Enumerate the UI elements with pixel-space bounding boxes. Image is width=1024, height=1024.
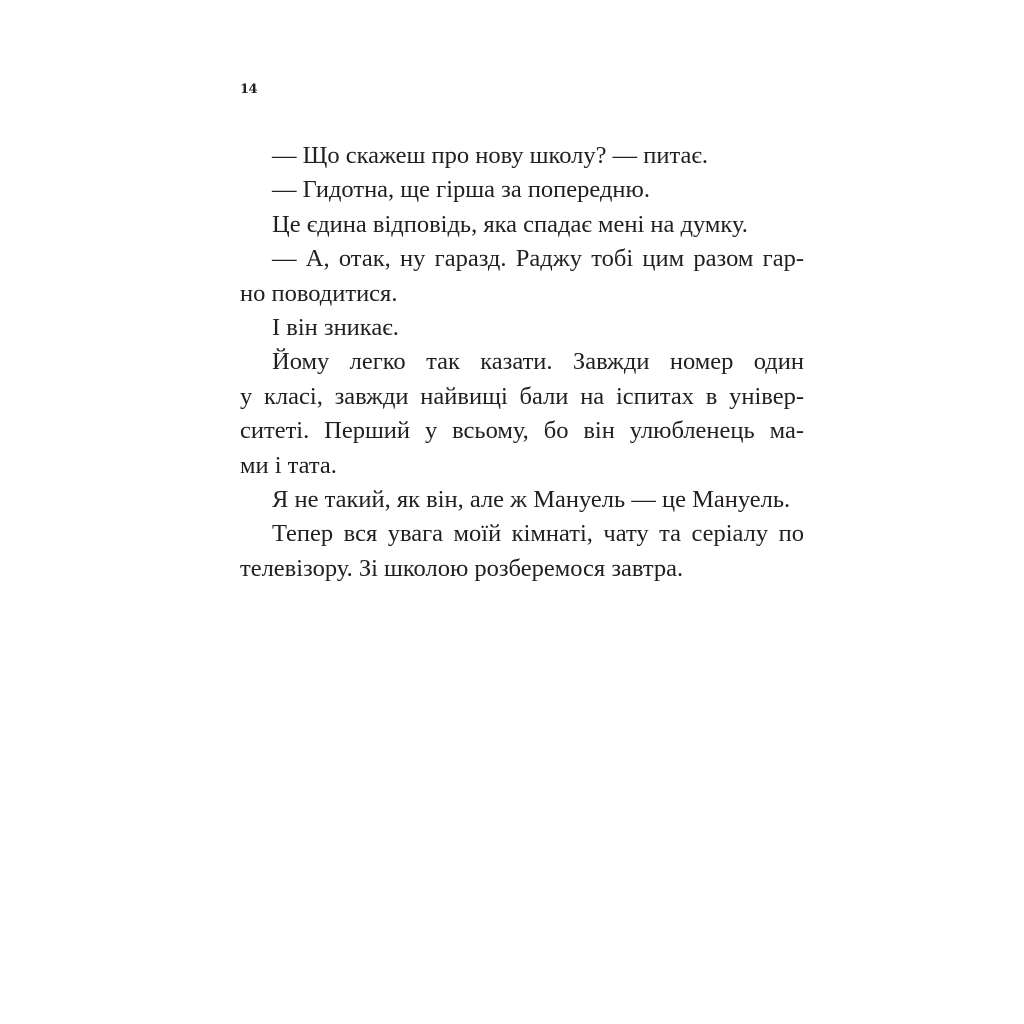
body-text [240,139,804,586]
text-line: І він зникає. [272,314,399,342]
text-line: Тепер вся увага моїй кімнаті, чату та серіалу по [272,520,804,548]
text-line: Йому легко так казати. Завжди номер один [272,348,804,376]
paragraph-2 [240,173,804,207]
text-line: у класі, завжди найвищі бали на іспитах в універ- [240,382,804,410]
text-line: телевізору. Зі школою розберемося завтра. [240,554,684,582]
text-line: Я не такий, як він, але ж Мануель — це Мануель. [272,486,791,514]
paragraph-8 [240,517,804,586]
paragraph-6 [240,345,804,483]
paragraph-4 [240,242,804,311]
paragraph-5 [240,311,804,345]
text-line: ситеті. Перший у всьому, бо він улюбленець ма- [240,417,804,445]
paragraph-1 [240,139,804,173]
text-line: но поводитися. [240,279,398,307]
paragraph-3 [240,208,804,242]
page-number: 14 [240,82,258,97]
text-line: — Гидотна, ще гірша за попередню. [272,176,650,204]
paragraph-7 [240,483,804,517]
text-line: — Що скажеш про нову школу? — питає. [272,142,708,169]
text-line: ми і тата. [240,451,337,479]
text-line: — А, отак, ну гаразд. Раджу тобі цим разом гар- [272,245,804,273]
text-line: Це єдина відповідь, яка спадає мені на думку. [272,210,748,238]
